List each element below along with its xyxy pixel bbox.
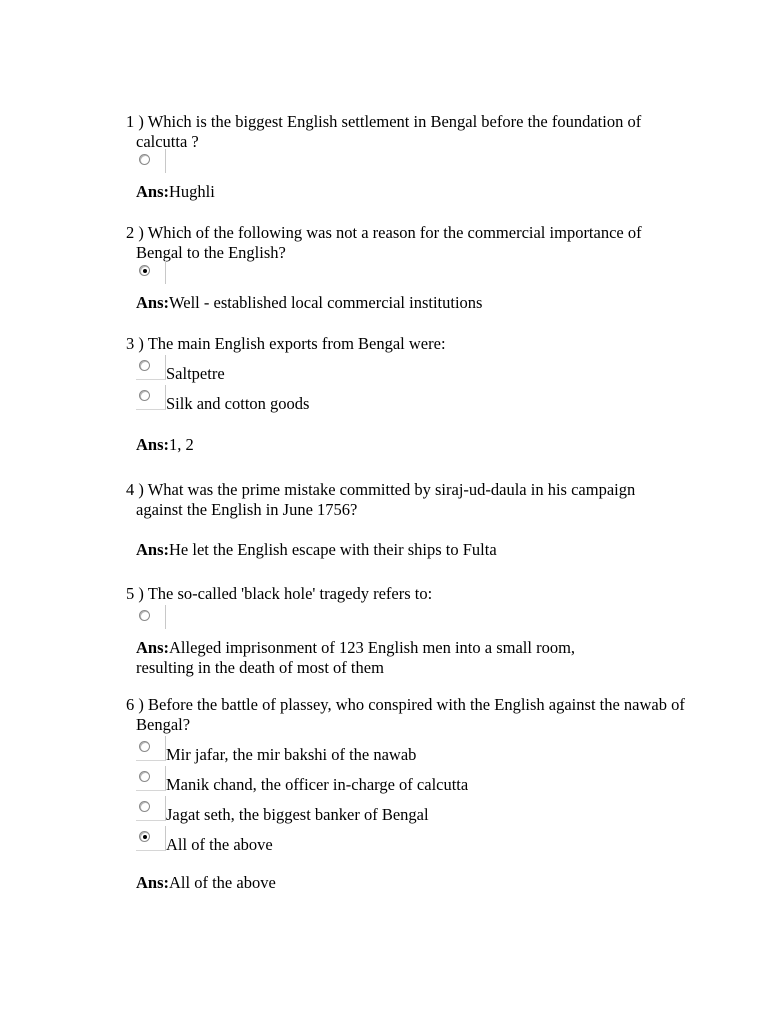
question-text: 1 ) Which is the biggest English settlement in Bengal before the foundation of calcutta ? [126,112,642,151]
question-1 [126,112,686,202]
radio-button[interactable] [139,390,150,401]
answer-line [136,182,686,202]
question-text: 5 ) The so-called 'black hole' tragedy refers to: [126,584,433,603]
option-label: Silk and cotton goods [166,394,310,413]
answer-line [136,435,686,455]
option-item [136,263,686,293]
option-item [136,829,686,859]
radio-button[interactable] [139,610,150,621]
answer-text: Hughli [169,182,215,201]
answer-line [136,293,686,313]
answer-text: Well - established local commercial institutions [169,293,483,312]
answer-text: He let the English escape with their ships to Fulta [169,540,497,559]
option-label: Saltpetre [166,364,225,383]
option-label: Mir jafar, the mir bakshi of the nawab [166,745,417,764]
radio-button[interactable] [139,771,150,782]
radio-button[interactable] [139,154,150,165]
radio-button[interactable] [139,801,150,812]
radio-button[interactable] [139,360,150,371]
option-label: All of the above [166,835,273,854]
answer-label: Ans: [136,182,170,201]
answer-label: Ans: [136,873,170,892]
option-item [136,388,686,418]
question-6 [126,695,686,893]
answer-line [136,638,626,678]
option-list [136,358,686,418]
option-label: Jagat seth, the biggest banker of Bengal [166,805,429,824]
question-4 [126,480,686,560]
answer-line [136,540,686,560]
option-label: Manik chand, the officer in-charge of calcutta [166,775,469,794]
question-text: 4 ) What was the prime mistake committed by siraj-ud-daula in his campaign against the English in June 1756? [126,480,636,519]
radio-button[interactable] [139,741,150,752]
option-list [136,152,686,182]
radio-button-selected[interactable] [139,265,150,276]
option-item [136,152,686,182]
question-2 [126,223,686,313]
option-item [136,769,686,799]
answer-text: 1, 2 [169,435,194,454]
question-5 [126,584,686,678]
answer-label: Ans: [136,638,170,657]
option-list [136,263,686,293]
answer-label: Ans: [136,435,170,454]
option-item [136,358,686,388]
option-list [136,739,686,859]
question-text: 3 ) The main English exports from Bengal were: [126,334,446,353]
question-3 [126,334,686,455]
question-text: 6 ) Before the battle of plassey, who conspired with the English against the nawab of Bengal? [126,695,685,734]
answer-label: Ans: [136,293,170,312]
question-text: 2 ) Which of the following was not a reason for the commercial importance of Bengal to the English? [126,223,642,262]
answer-text: All of the above [169,873,276,892]
answer-line [136,873,686,893]
option-item [136,739,686,769]
answer-label: Ans: [136,540,170,559]
answer-text: Alleged imprisonment of 123 English men into a small room, resulting in the death of most of them [136,638,576,677]
option-item [136,608,686,638]
option-item [136,799,686,829]
option-list [136,608,686,638]
radio-button-selected[interactable] [139,831,150,842]
